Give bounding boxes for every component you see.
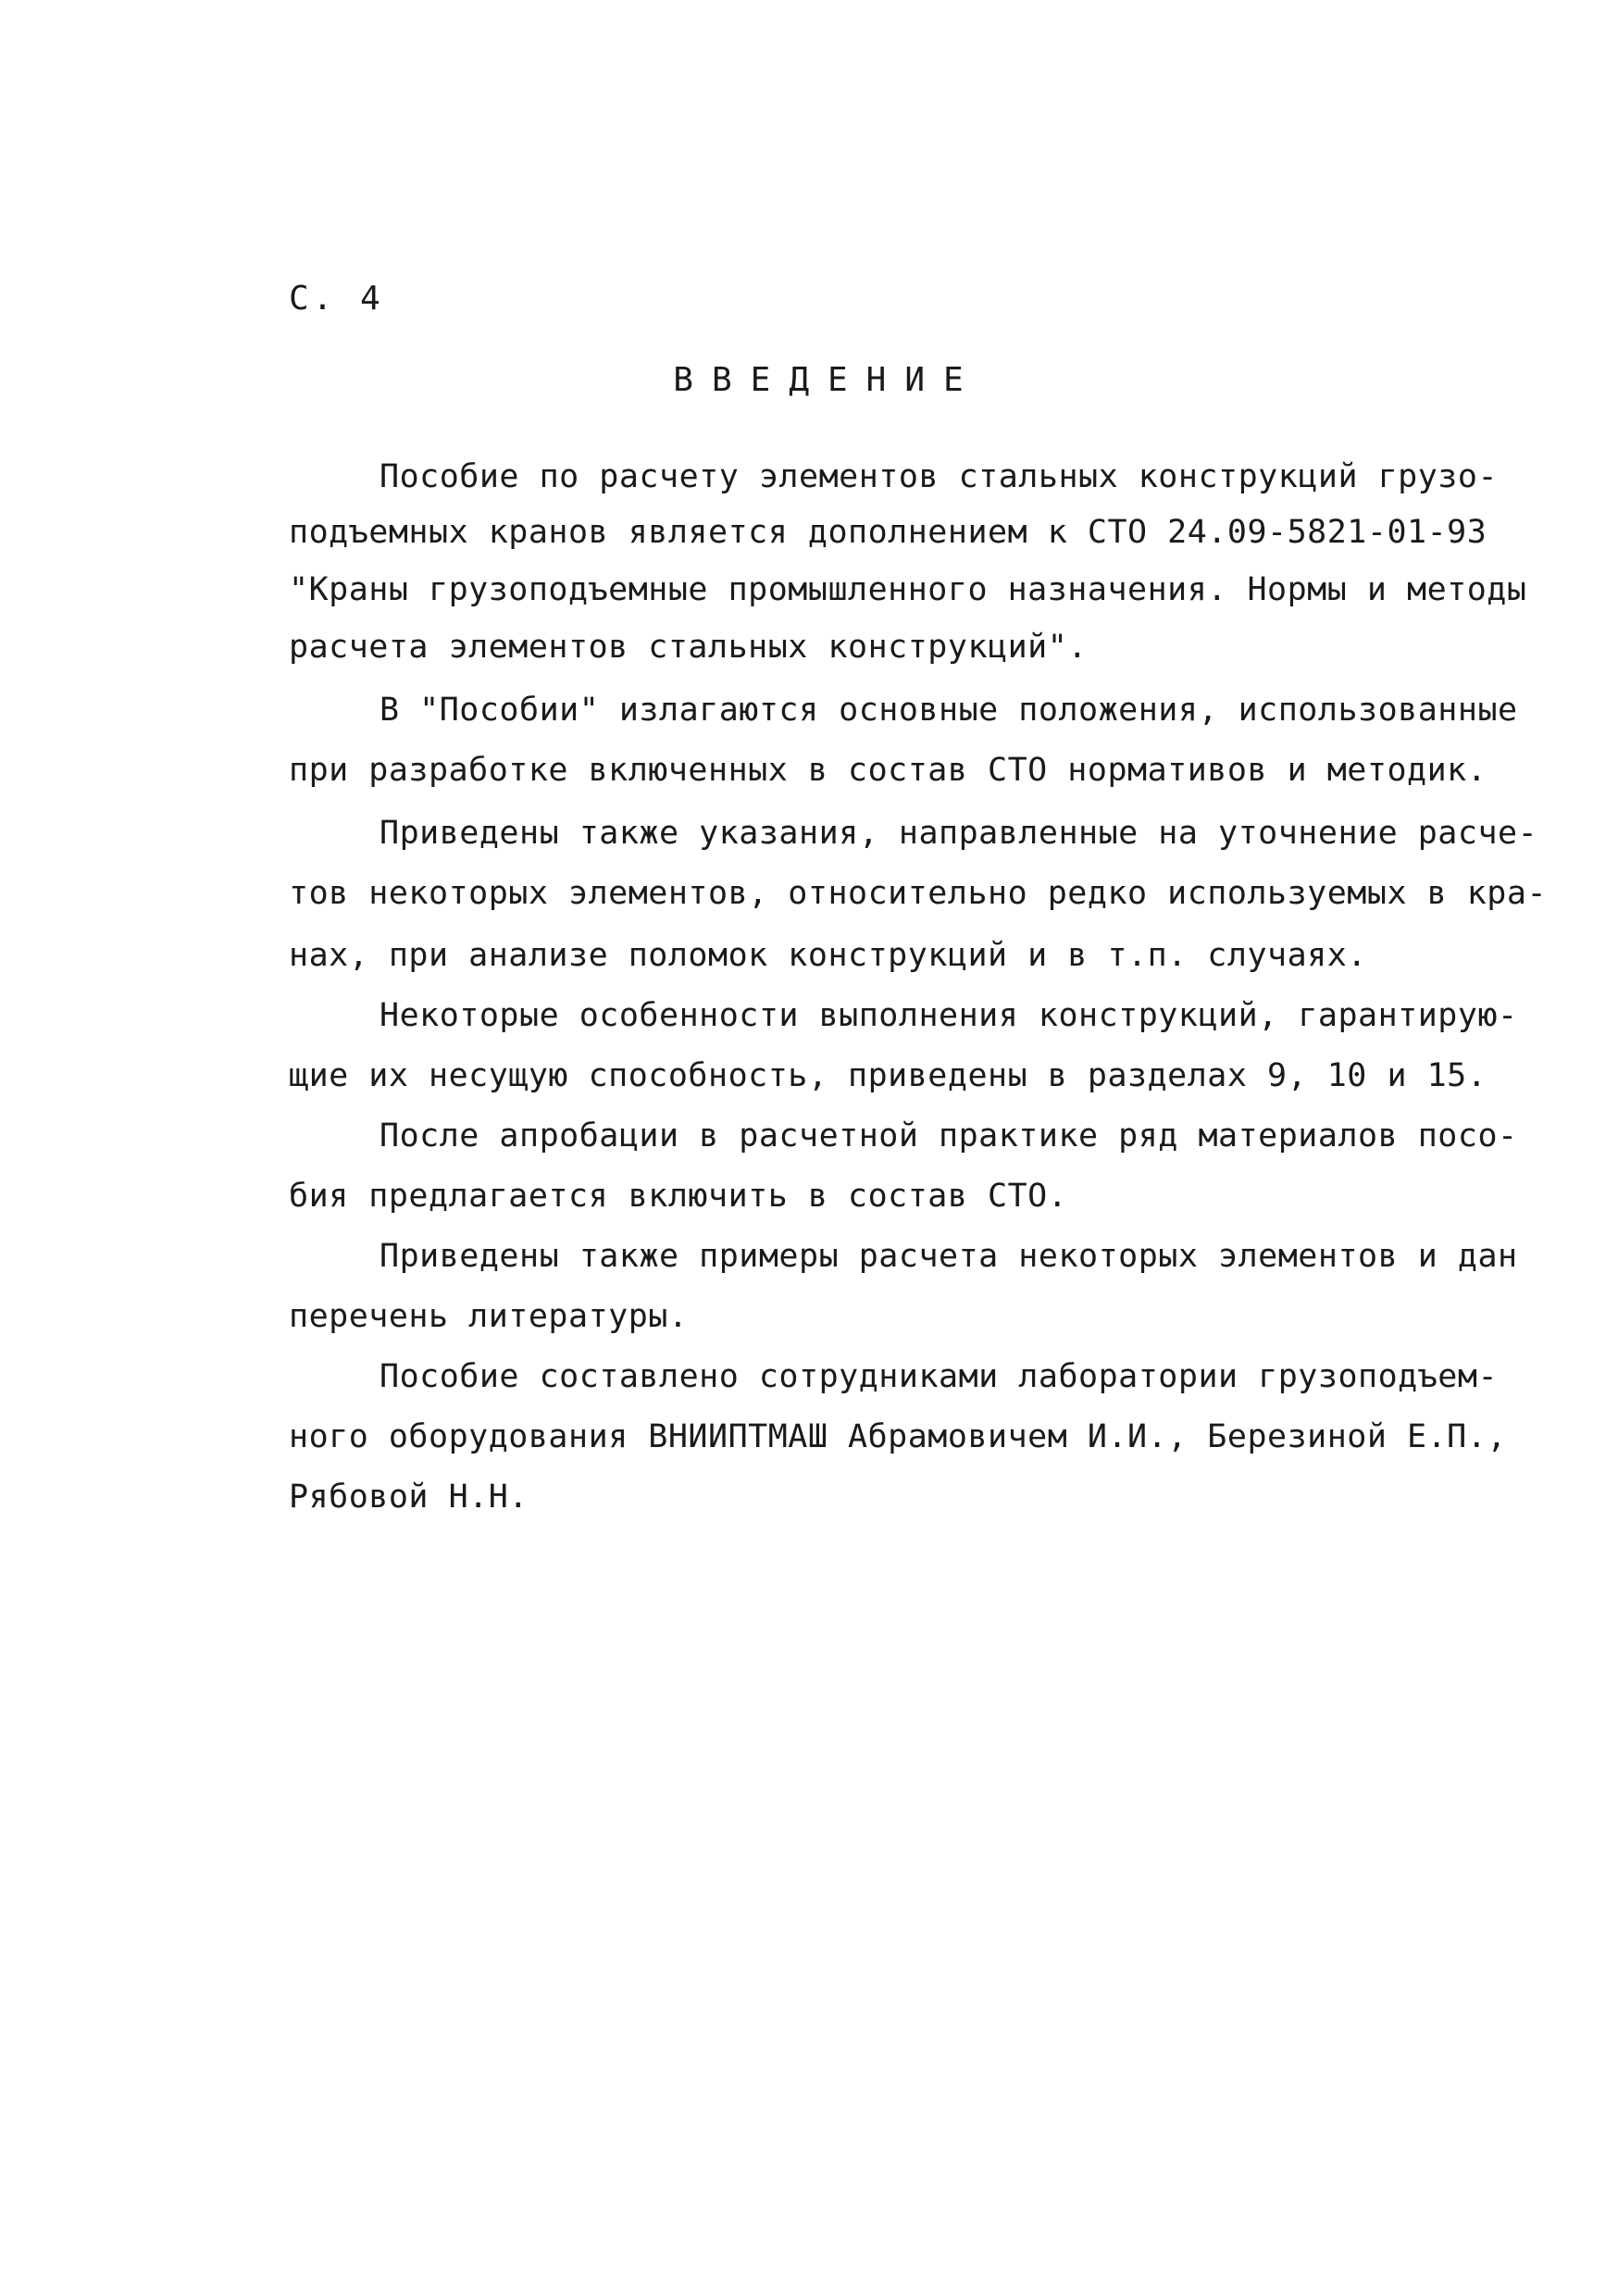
text-line: После апробации в расчетной практике ряд материалов посо- [380, 1117, 1518, 1154]
page-number: С. 4 [289, 280, 384, 318]
text-line: перечень литературы. [289, 1298, 689, 1335]
section-title: ВВЕДЕНИЕ [673, 361, 982, 399]
text-line: Рябовой Н.Н. [289, 1479, 529, 1516]
text-line: "Краны грузоподъемные промышленного назначения. Нормы и методы [289, 571, 1527, 608]
text-line: бия предлагается включить в состав СТО. [289, 1178, 1068, 1215]
text-line: при разработке включенных в состав СТО нормативов и методик. [289, 752, 1487, 789]
text-line: В "Пособии" излагаются основные положения, использованные [380, 692, 1518, 729]
text-line: Пособие по расчету элементов стальных конструкций грузо- [380, 458, 1499, 495]
text-line: расчета элементов стальных конструкций". [289, 629, 1088, 666]
text-line: нах, при анализе поломок конструкций и в т.п. случаях. [289, 937, 1367, 974]
text-line: подъемных кранов является дополнением к СТО 24.09-5821-01-93 [289, 514, 1487, 551]
text-line: Приведены также примеры расчета некоторых элементов и дан [380, 1238, 1518, 1275]
text-line: ного оборудования ВНИИПТМАШ Абрамовичем И.И., Березиной Е.П., [289, 1418, 1507, 1455]
text-line: щие их несущую способность, приведены в разделах 9, 10 и 15. [289, 1057, 1487, 1094]
text-line: Приведены также указания, направленные на уточнение расче- [380, 815, 1538, 852]
text-line: Некоторые особенности выполнения конструкций, гарантирую- [380, 997, 1518, 1034]
text-line: тов некоторых элементов, относительно редко используемых в кра- [289, 875, 1548, 912]
text-line: Пособие составлено сотрудниками лаборатории грузоподъем- [380, 1358, 1499, 1395]
